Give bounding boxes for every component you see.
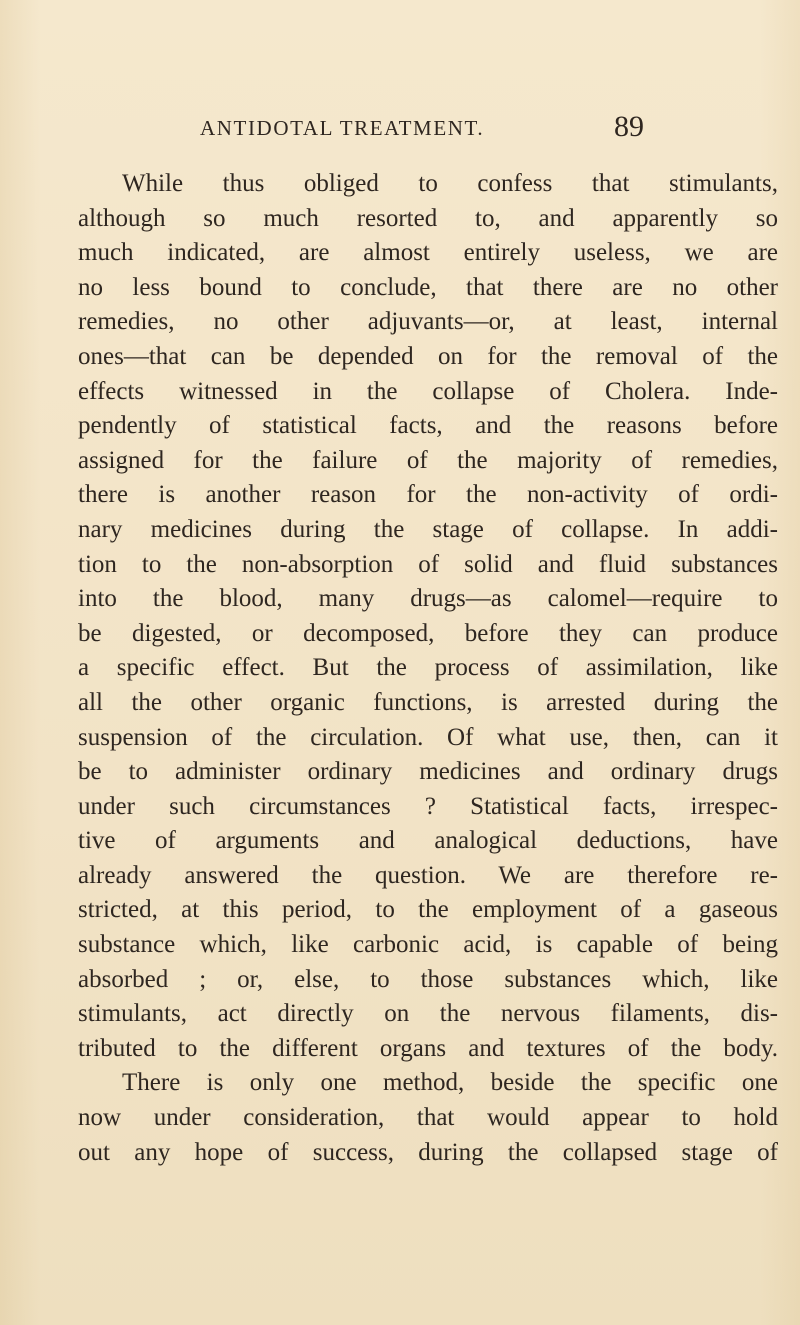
text-line: there is another reason for the non-activity of ordi- bbox=[78, 481, 778, 509]
page-header bbox=[0, 110, 800, 150]
text-line: be digested, or decomposed, before they can produce bbox=[78, 619, 778, 647]
text-line: suspension of the circulation. Of what use, then, can it bbox=[78, 723, 778, 751]
text-line: effects witnessed in the collapse of Cholera. Inde- bbox=[78, 377, 778, 405]
text-line: all the other organic functions, is arrested during the bbox=[78, 688, 778, 716]
text-line: although so much resorted to, and apparently so bbox=[78, 204, 778, 232]
text-line: pendently of statistical facts, and the reasons before bbox=[78, 412, 778, 440]
text-line: out any hope of success, during the collapsed stage of bbox=[78, 1138, 778, 1166]
text-line: nary medicines during the stage of collapse. In addi- bbox=[78, 515, 778, 543]
text-line: tion to the non-absorption of solid and fluid substances bbox=[78, 550, 778, 578]
text-line: absorbed ; or, else, to those substances which, like bbox=[78, 965, 778, 993]
text-line: already answered the question. We are therefore re- bbox=[78, 861, 778, 889]
page-number: 89 bbox=[614, 110, 644, 143]
running-title: ANTIDOTAL TREATMENT. bbox=[200, 116, 485, 140]
text-line: under such circumstances ? Statistical facts, irrespec- bbox=[78, 792, 778, 820]
text-line: stimulants, act directly on the nervous filaments, dis- bbox=[78, 1000, 778, 1028]
text-line: stricted, at this period, to the employment of a gaseous bbox=[78, 896, 778, 924]
text-line: tributed to the different organs and textures of the body. bbox=[78, 1034, 778, 1062]
text-line: substance which, like carbonic acid, is capable of being bbox=[78, 931, 778, 959]
text-line: ones—that can be depended on for the removal of the bbox=[78, 342, 778, 370]
text-line: much indicated, are almost entirely useless, we are bbox=[78, 239, 778, 267]
text-line: remedies, no other adjuvants—or, at least, internal bbox=[78, 308, 778, 336]
text-line: now under consideration, that would appear to hold bbox=[78, 1104, 778, 1132]
text-line: tive of arguments and analogical deductions, have bbox=[78, 827, 778, 855]
body-text bbox=[78, 167, 778, 1170]
text-line: a specific effect. But the process of assimilation, like bbox=[78, 654, 778, 682]
text-line: no less bound to conclude, that there are no other bbox=[78, 273, 778, 301]
text-line: assigned for the failure of the majority of remedies, bbox=[78, 446, 778, 474]
text-line: into the blood, many drugs—as calomel—require to bbox=[78, 585, 778, 613]
text-line: While thus obliged to confess that stimulants, bbox=[122, 170, 778, 197]
text-line: be to administer ordinary medicines and ordinary drugs bbox=[78, 758, 778, 786]
text-line: There is only one method, beside the specific one bbox=[122, 1069, 778, 1097]
